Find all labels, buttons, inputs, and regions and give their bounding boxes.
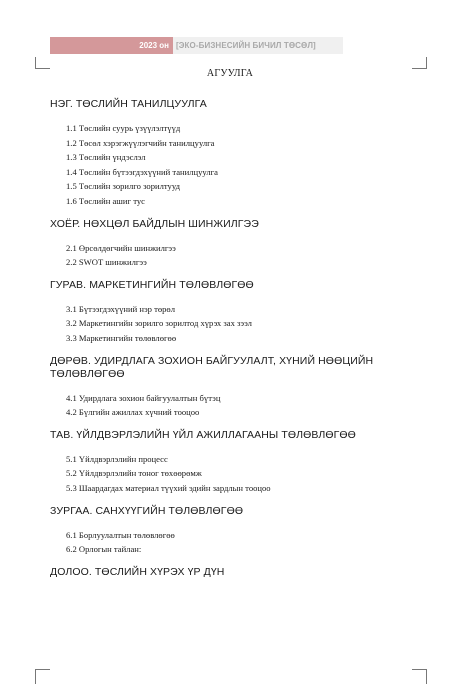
toc-section-title[interactable]: НЭГ. ТӨСЛИЙН ТАНИЛЦУУЛГА bbox=[50, 98, 207, 110]
toc-item[interactable]: 6.2 Орлогын тайлан: bbox=[66, 544, 142, 555]
toc-heading: АГУУЛГА bbox=[206, 68, 254, 79]
toc-section-title[interactable]: ДОЛОО. ТӨСЛИЙН ХҮРЭХ ҮР ДҮН bbox=[50, 565, 225, 578]
toc-item-list bbox=[50, 528, 410, 557]
toc-item-list bbox=[50, 391, 410, 420]
page-header bbox=[50, 37, 343, 54]
header-year: 2023 он bbox=[50, 37, 173, 54]
toc-section-title[interactable]: ГУРАВ. МАРКЕТИНГИЙН ТӨЛӨВЛӨГӨӨ bbox=[50, 278, 254, 291]
toc-item[interactable]: 1.4 Төслийн бүтээгдэхүүний танилцуулга bbox=[66, 166, 218, 177]
toc-item[interactable]: 3.3 Маркетингийн төлөвлөгөө bbox=[66, 332, 177, 343]
toc-item[interactable]: 5.3 Шаардагдах материал түүхий эдийн зардлын тооцоо bbox=[66, 482, 271, 493]
toc-item[interactable]: 1.5 Төслийн зорилго зорилтууд bbox=[66, 181, 180, 192]
header-document-title: [ЭКО-БИЗНЕСИЙН БИЧИЛ ТӨСӨЛ] bbox=[173, 37, 343, 54]
toc-item-list bbox=[50, 121, 410, 209]
toc-item-list bbox=[50, 241, 410, 270]
toc-item[interactable]: 1.6 Төслийн ашиг тус bbox=[66, 195, 145, 206]
toc-item[interactable]: 1.3 Төслийн үндэслэл bbox=[66, 152, 146, 163]
toc-item-list bbox=[50, 302, 410, 346]
toc-section-title[interactable]: ДӨРӨВ. УДИРДЛАГА ЗОХИОН БАЙГУУЛАЛТ, ХҮНИЙ НӨӨЦИЙН ТӨЛӨВЛӨГӨӨ bbox=[50, 354, 374, 380]
toc-section-title[interactable]: ЗУРГАА. САНХҮҮГИЙН ТӨЛӨВЛӨГӨӨ bbox=[50, 504, 244, 517]
toc-item[interactable]: 3.1 Бүтээгдэхүүний нэр төрөл bbox=[66, 303, 176, 314]
toc-item[interactable]: 4.2 Бүлгийн ажиллах хүчний тооцоо bbox=[66, 407, 200, 418]
toc-section-title[interactable]: ТАВ. ҮЙЛДВЭРЛЭЛИЙН ҮЙЛ АЖИЛЛАГААНЫ ТӨЛӨВЛӨГӨӨ bbox=[50, 428, 356, 441]
toc-item[interactable]: 6.1 Борлуулалтын төлөвлөгөө bbox=[66, 529, 175, 540]
crop-mark-bottom-left bbox=[35, 669, 50, 684]
toc-item[interactable]: 5.1 Үйлдвэрлэлийн процесс bbox=[66, 453, 168, 464]
toc-item-list bbox=[50, 452, 410, 496]
toc-item[interactable]: 4.1 Удирдлага зохион байгуулалтын бүтэц bbox=[66, 392, 221, 403]
crop-mark-bottom-right bbox=[412, 669, 427, 684]
toc-item[interactable]: 3.2 Маркетингийн зорилго зорилтод хүрэх зах зээл bbox=[66, 318, 252, 329]
toc-item[interactable]: 2.2 SWOT шинжилгээ bbox=[66, 257, 147, 268]
toc-item[interactable]: 2.1 Өрсөлдөгчийн шинжилгээ bbox=[66, 242, 176, 253]
toc-item[interactable]: 5.2 Үйлдвэрлэлийн тоног төхөөрөмж bbox=[66, 468, 202, 479]
toc-item[interactable]: 1.2 Төсөл хэрэгжүүлэгчийн танилцуулга bbox=[66, 137, 215, 148]
toc-section-title[interactable]: ХОЁР. НӨХЦӨЛ БАЙДЛЫН ШИНЖИЛГЭЭ bbox=[50, 217, 259, 230]
table-of-contents bbox=[50, 98, 410, 579]
toc-item[interactable]: 1.1 Төслийн суурь үзүүлэлтүүд bbox=[66, 123, 181, 133]
